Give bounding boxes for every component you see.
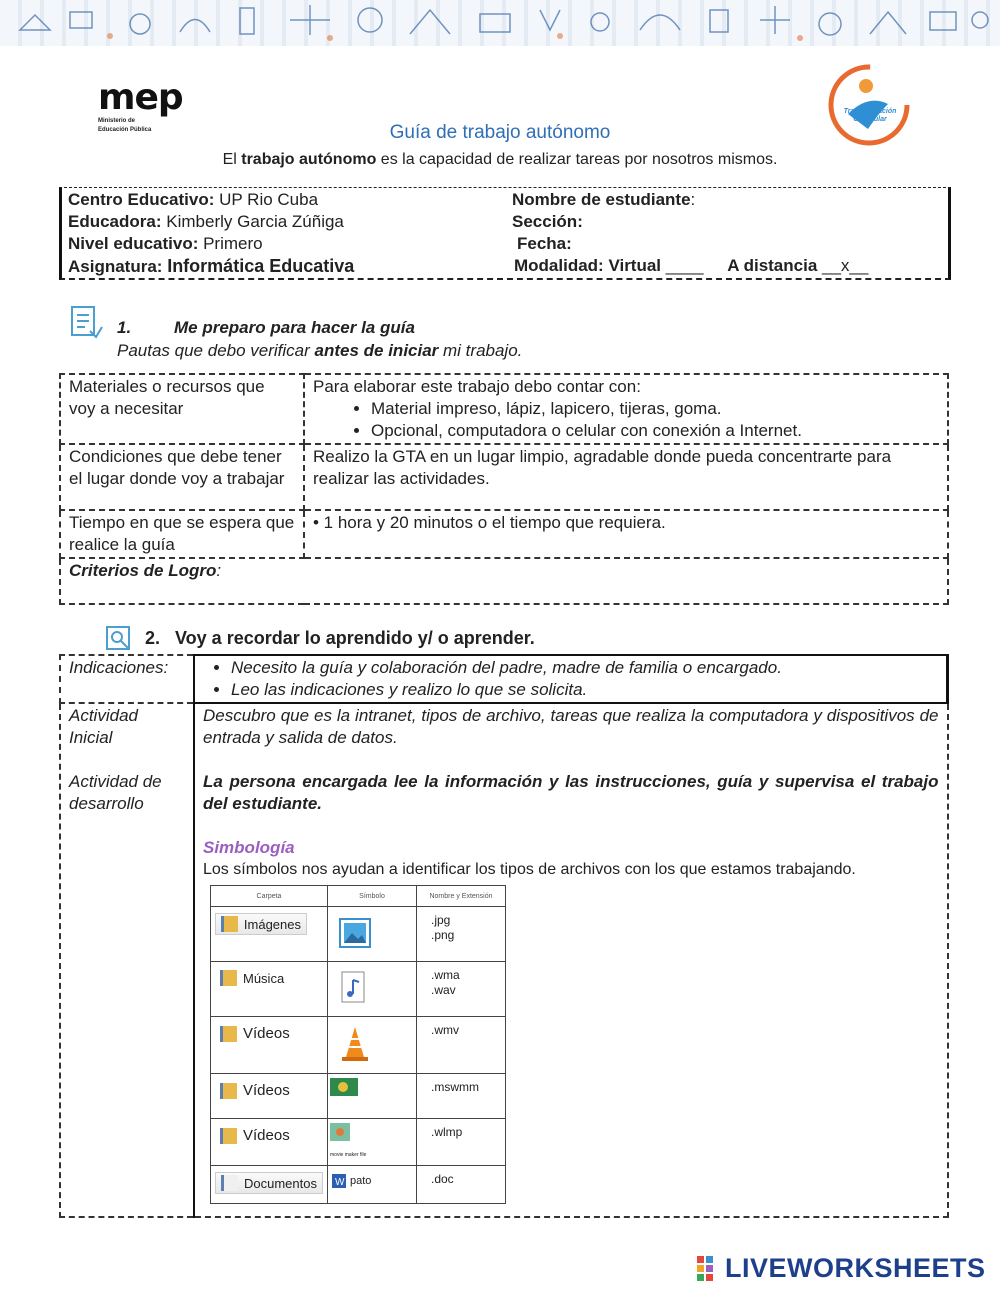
table-row	[211, 1074, 506, 1119]
table-row	[211, 886, 506, 907]
mep-logo-text: mep	[98, 77, 183, 118]
table-row	[60, 444, 948, 510]
folder-videos: Vídeos	[215, 1080, 305, 1101]
music-file-icon	[328, 962, 416, 1012]
liveworksheets-logo	[697, 1253, 986, 1284]
criterios-logro: Criterios de Logro:	[60, 558, 948, 604]
actividad-desarrollo-text: La persona encargada lee la información y las instrucciones, guía y supervisa el trabajo del estudiante.	[203, 772, 939, 813]
extension: .jpg	[431, 913, 451, 927]
seccion-field[interactable]: Sección:	[512, 212, 583, 231]
folder-icon	[220, 1026, 237, 1042]
word-file-symbol: W pato	[332, 1174, 412, 1188]
indicaciones-cell	[194, 655, 948, 703]
educadora: Educadora: Kimberly Garcia Zúñiga	[68, 212, 344, 231]
tc-logo-text-2: Curricular	[853, 116, 887, 123]
modalidad: Modalidad: Virtual ____ A distancia __x__	[514, 256, 869, 275]
nombre-estudiante-field[interactable]: Nombre de estudiante:	[512, 190, 696, 209]
folder-musica: Música	[215, 968, 305, 988]
mep-logo-subtitle-1: Ministerio de	[98, 118, 136, 124]
liveworksheets-icon	[697, 1256, 721, 1282]
checklist-icon	[70, 305, 104, 346]
folder-imagenes: Imágenes	[215, 913, 307, 935]
extension: .wlmp	[431, 1125, 463, 1139]
extension: .wma	[431, 968, 460, 982]
actividad-desarrollo-label: Actividad de desarrollo	[69, 772, 162, 813]
section2-number: 2.	[145, 628, 161, 648]
folder-documentos: Documentos	[215, 1172, 323, 1194]
page-title: Guía de trabajo autónomo	[389, 122, 611, 143]
extension: .wmv	[431, 1023, 459, 1037]
materiales-item: • Material impreso, lápiz, lapicero, tijeras, goma.	[371, 398, 939, 420]
symbol-caption: movie maker file	[330, 1152, 367, 1158]
column-header: Carpeta	[211, 886, 328, 907]
student-info-box	[59, 187, 951, 280]
page-subtitle: El trabajo autónomo es la capacidad de realizar tareas por nosotros mismos.	[222, 151, 778, 168]
table-row	[60, 558, 948, 604]
section1-intro: Pautas que debo verificar antes de iniciar mi trabajo.	[117, 341, 523, 360]
section1-title: Me preparo para hacer la guía	[174, 318, 415, 337]
extension: .png	[431, 928, 455, 942]
school-doodles-icon	[0, 0, 1000, 46]
decorative-banner	[0, 0, 1000, 46]
movie-maker-file-icon	[328, 1119, 416, 1149]
fecha-field[interactable]: Fecha:	[517, 234, 572, 253]
table-row	[211, 1017, 506, 1074]
tiempo-label: Tiempo en que se espera que realice la guía	[60, 510, 304, 558]
simbologia-title: Simbología	[203, 838, 295, 857]
materiales-label: Materiales o recursos que voy a necesitar	[60, 374, 304, 444]
asignatura: Asignatura: Informática Educativa	[68, 256, 355, 276]
materiales-intro: Para elaborar este trabajo debo contar con:	[313, 377, 641, 396]
word-doc-icon	[332, 1174, 346, 1188]
tiempo-value: • 1 hora y 20 minutos o el tiempo que requiera.	[304, 510, 948, 558]
indicaciones-label: Indicaciones:	[60, 655, 194, 703]
column-header: Nombre y Extensión	[417, 886, 506, 907]
document-icon	[221, 1175, 238, 1191]
folder-icon	[221, 916, 238, 932]
centro-educativo: Centro Educativo: UP Rio Cuba	[68, 190, 319, 209]
image-file-icon	[328, 907, 416, 957]
extension: .wav	[431, 983, 456, 997]
liveworksheets-text: LIVEWORKSHEETS	[725, 1253, 986, 1283]
preparation-table	[59, 373, 949, 605]
folder-icon	[220, 970, 237, 986]
table-row	[211, 962, 506, 1017]
materiales-item: • Opcional, computadora o celular con conexión a Internet.	[371, 420, 939, 442]
folder-videos: Vídeos	[215, 1023, 305, 1044]
condiciones-value: Realizo la GTA en un lugar limpio, agradable donde pueda concentrarte para realizar las actividades.	[304, 444, 948, 510]
actividades-labels	[60, 703, 194, 1217]
materiales-cell	[304, 374, 948, 444]
svg-text:W: W	[335, 1177, 345, 1188]
section1-number: 1.	[117, 318, 132, 337]
condiciones-label: Condiciones que debe tener el lugar donde voy a trabajar	[60, 444, 304, 510]
folder-videos: Vídeos	[215, 1125, 305, 1146]
table-row	[211, 1119, 506, 1166]
actividad-inicial-label: Actividad Inicial	[69, 706, 138, 747]
indicaciones-item: • Leo las indicaciones y realizo lo que se solicita.	[231, 679, 938, 701]
actividad-inicial-text: Descubro que es la intranet, tipos de archivo, tareas que realiza la computadora y dispositivos de entrada y salida de datos.	[203, 706, 939, 747]
simbologia-text: Los símbolos nos ayudan a identificar los tipos de archivos con los que estamos trabajando.	[203, 861, 856, 878]
folder-icon	[220, 1128, 237, 1144]
column-header: Símbolo	[328, 886, 417, 907]
folder-icon	[220, 1083, 237, 1099]
file-symbols-table	[210, 885, 506, 1204]
table-row	[60, 510, 948, 558]
table-row	[211, 907, 506, 962]
mep-logo-subtitle-2: Educación Pública	[98, 127, 152, 133]
movie-maker-project-icon	[328, 1074, 416, 1114]
vlc-cone-icon	[328, 1017, 416, 1067]
indicaciones-item: • Necesito la guía y colaboración del padre, madre de familia o encargado.	[231, 657, 938, 679]
extension: .doc	[431, 1172, 454, 1186]
tc-logo-text-1: Transformación	[843, 108, 897, 115]
section2-title: Voy a recordar lo aprendido y/ o aprender.	[175, 628, 535, 648]
table-row	[211, 1166, 506, 1204]
table-row	[60, 655, 948, 703]
extension: .mswmm	[431, 1080, 479, 1094]
nivel-educativo: Nivel educativo: Primero	[68, 234, 263, 253]
table-row	[60, 374, 948, 444]
